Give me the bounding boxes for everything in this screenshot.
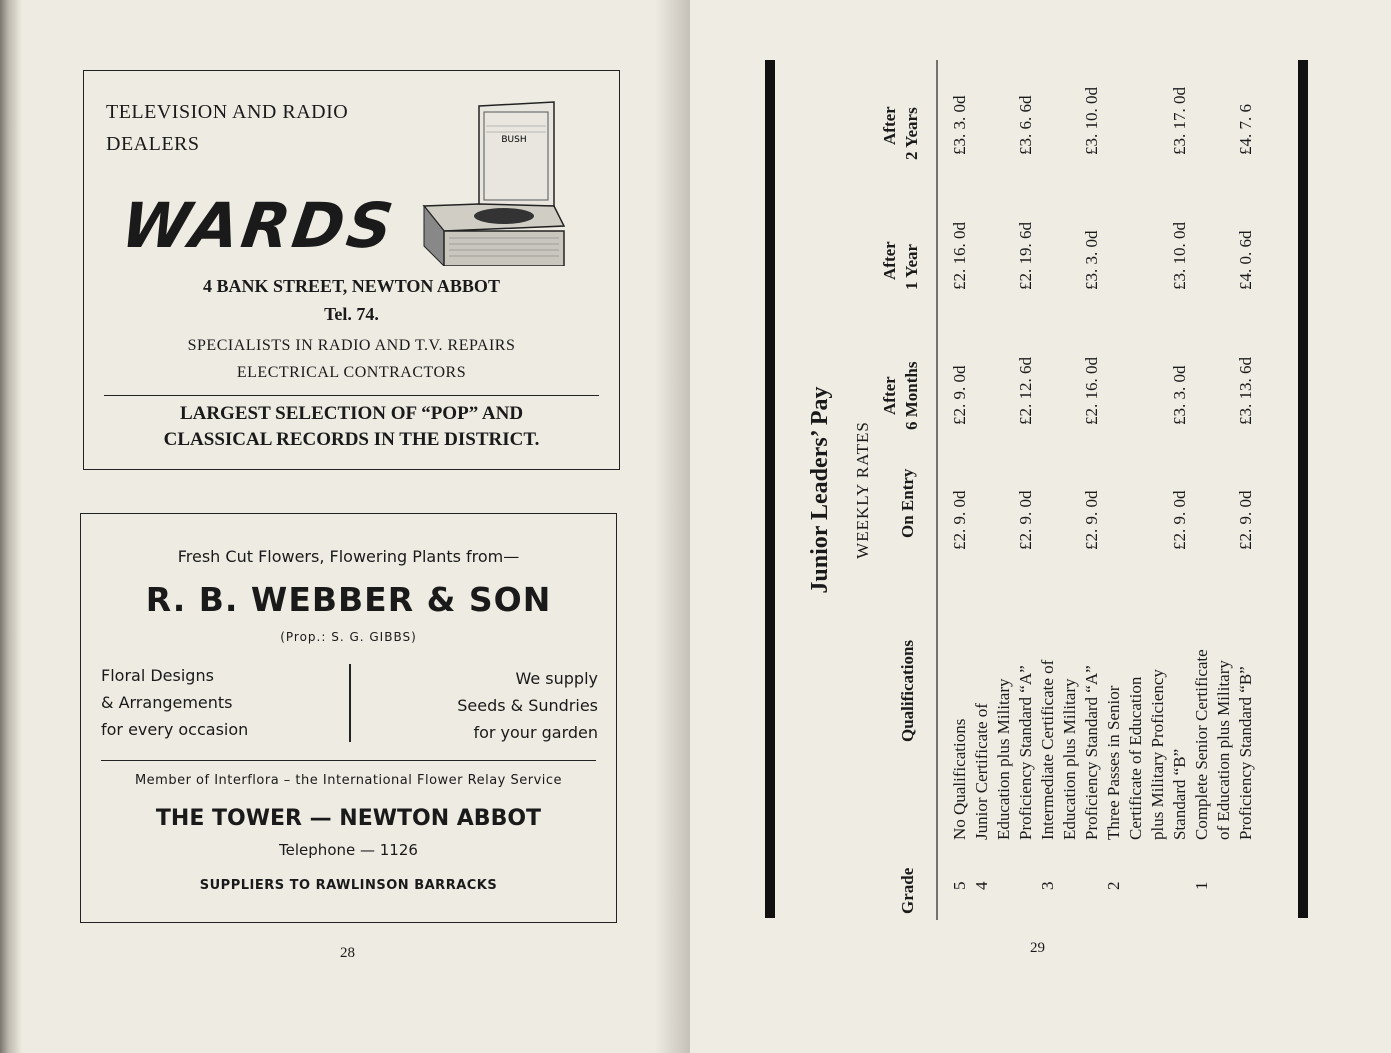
webber-advert	[80, 513, 617, 923]
page-number-left: 28	[340, 945, 355, 961]
row-2-after-2-years: £3. 10. 0d	[1082, 87, 1101, 155]
row-3-qualification-line-1: Certificate of Education	[1126, 676, 1145, 840]
col-header-after1-line2: 1 Year	[902, 243, 921, 290]
row-1-grade: 4	[972, 881, 991, 890]
row-4-qualification-line-2: Proficiency Standard “B”	[1236, 666, 1255, 840]
col-header-qualifications: Qualifications	[898, 639, 917, 742]
row-1-qualification-line-0: Junior Certificate of	[972, 703, 991, 840]
wards-specialists: SPECIALISTS IN RADIO AND T.V. REPAIRS	[187, 337, 516, 354]
row-0-grade: 5	[950, 881, 969, 890]
row-1-on-entry: £2. 9. 0d	[1016, 490, 1035, 550]
row-2-after-6-months: £2. 16. 0d	[1082, 357, 1101, 425]
wards-telephone: Tel. 74.	[324, 304, 379, 324]
wards-contractors: ELECTRICAL CONTRACTORS	[236, 364, 467, 381]
row-3-grade: 2	[1104, 881, 1123, 890]
wards-divider	[104, 395, 599, 396]
webber-telephone: Telephone — 1126	[279, 841, 418, 859]
row-4-after-6-months: £3. 13. 6d	[1236, 357, 1255, 425]
webber-column-divider	[349, 664, 351, 742]
webber-address: THE TOWER — NEWTON ABBOT	[155, 806, 542, 831]
webber-name: R. B. WEBBER & SON	[145, 580, 552, 619]
webber-proprietor: (Prop.: S. G. GIBBS)	[280, 630, 417, 644]
row-2-qualification-line-2: Proficiency Standard “A”	[1082, 665, 1101, 840]
row-1-after-1-year: £2. 19. 6d	[1016, 222, 1035, 290]
webber-right-line1: We supply	[515, 669, 598, 688]
webber-left-line1: Floral Designs	[101, 666, 214, 685]
row-3-after-2-years: £3. 17. 0d	[1170, 87, 1189, 155]
row-3-qualification-line-0: Three Passes in Senior	[1104, 685, 1123, 840]
webber-left-line3: for every occasion	[101, 720, 249, 739]
wards-heading-line2: DEALERS	[106, 133, 200, 155]
row-4-after-1-year: £4. 0. 6d	[1236, 230, 1255, 290]
row-2-grade: 3	[1038, 881, 1057, 890]
row-4-qualification-line-1: of Education plus Military	[1214, 660, 1233, 840]
webber-divider	[101, 760, 596, 761]
col-header-after6-line2: 6 Months	[902, 361, 921, 430]
row-3-qualification-line-3: Standard “B”	[1170, 748, 1189, 840]
row-4-after-2-years: £4. 7. 6	[1236, 104, 1255, 155]
page-number-right: 29	[1030, 940, 1045, 956]
row-2-qualification-line-1: Education plus Military	[1060, 678, 1079, 840]
webber-interflora: Member of Interflora – the International Flower Relay Service	[134, 773, 563, 788]
table-subtitle: WEEKLY RATES	[853, 421, 872, 559]
radiogram-brand-label: BUSH	[501, 135, 527, 145]
wards-address: 4 BANK STREET, NEWTON ABBOT	[203, 276, 500, 296]
row-0-qualification-line-0: No Qualifications	[950, 718, 969, 840]
row-3-qualification-line-2: plus Military Proficiency	[1148, 669, 1167, 840]
wards-logo: WARDS	[116, 189, 401, 262]
table-title: Junior Leaders’ Pay	[807, 386, 833, 594]
webber-left-line2: & Arrangements	[101, 693, 233, 712]
row-0-after-1-year: £2. 16. 0d	[950, 222, 969, 290]
row-1-qualification-line-2: Proficiency Standard “A”	[1016, 665, 1035, 840]
row-3-after-1-year: £3. 10. 0d	[1170, 222, 1189, 290]
wards-records-line2: CLASSICAL RECORDS IN THE DISTRICT.	[163, 429, 540, 450]
col-header-after1-line1: After	[880, 241, 899, 280]
wards-advert	[83, 70, 620, 470]
wards-records-line1: LARGEST SELECTION OF “POP” AND	[179, 403, 524, 424]
webber-right-line3: for your garden	[473, 723, 598, 742]
spine-shadow	[0, 0, 22, 1053]
col-header-after2-line1: After	[880, 106, 899, 145]
col-header-after2-line2: 2 Years	[902, 107, 921, 160]
row-2-on-entry: £2. 9. 0d	[1082, 490, 1101, 550]
row-1-qualification-line-1: Education plus Military	[994, 678, 1013, 840]
col-header-grade: Grade	[898, 867, 917, 914]
row-1-after-2-years: £3. 6. 6d	[1016, 95, 1035, 155]
row-1-after-6-months: £2. 12. 6d	[1016, 357, 1035, 425]
webber-suppliers: SUPPLIERS TO RAWLINSON BARRACKS	[199, 878, 498, 893]
row-4-grade: 1	[1192, 881, 1211, 890]
row-4-qualification-line-0: Complete Senior Certificate	[1192, 649, 1211, 840]
pay-table	[765, 60, 1325, 920]
row-2-after-1-year: £3. 3. 0d	[1082, 230, 1101, 290]
gutter-shadow	[655, 0, 690, 1053]
row-0-on-entry: £2. 9. 0d	[950, 490, 969, 550]
row-3-after-6-months: £3. 3. 0d	[1170, 365, 1189, 425]
left-page	[0, 0, 690, 1053]
row-0-after-6-months: £2. 9. 0d	[950, 365, 969, 425]
webber-right-line2: Seeds & Sundries	[457, 696, 598, 715]
col-header-after6-line1: After	[880, 376, 899, 415]
record-player-illustration	[414, 96, 574, 266]
row-0-after-2-years: £3. 3. 0d	[950, 95, 969, 155]
webber-intro: Fresh Cut Flowers, Flowering Plants from—	[177, 547, 520, 566]
wards-heading-line1: TELEVISION AND RADIO	[106, 101, 349, 123]
col-header-on-entry: On Entry	[898, 468, 917, 538]
row-3-on-entry: £2. 9. 0d	[1170, 490, 1189, 550]
row-2-qualification-line-0: Intermediate Certificate of	[1038, 659, 1057, 840]
row-4-on-entry: £2. 9. 0d	[1236, 490, 1255, 550]
